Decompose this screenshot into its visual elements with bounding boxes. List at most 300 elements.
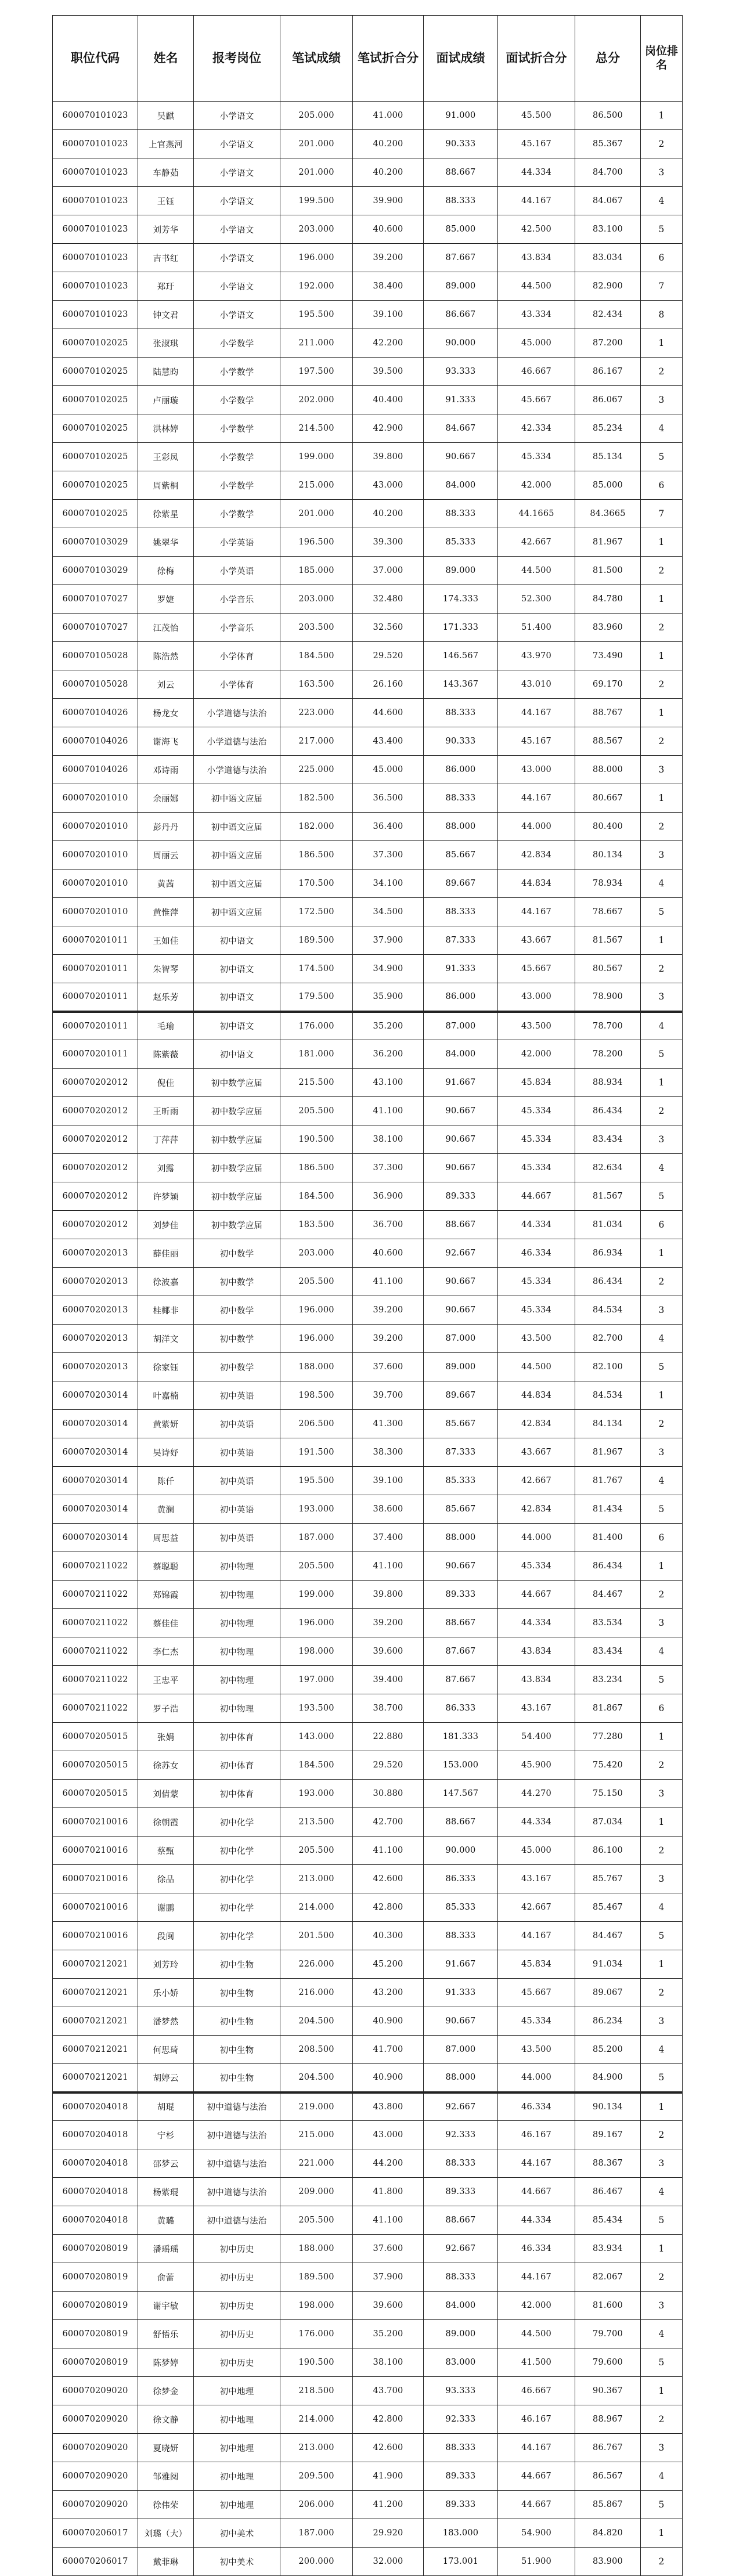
cell-interview-converted: 46.667 — [498, 2377, 575, 2405]
header-row — [53, 16, 683, 102]
cell-position-code: 600070211022 — [53, 1552, 138, 1581]
cell-interview-score: 91.333 — [424, 1979, 498, 2007]
cell-interview-converted: 44.500 — [498, 272, 575, 301]
table-row — [53, 1922, 683, 1950]
cell-total: 86.500 — [575, 102, 641, 130]
cell-total: 88.000 — [575, 756, 641, 784]
cell-position-code: 600070202013 — [53, 1268, 138, 1296]
cell-written-converted: 40.200 — [353, 500, 424, 528]
cell-total: 77.280 — [575, 1723, 641, 1751]
table-row — [53, 414, 683, 443]
table-row — [53, 2292, 683, 2320]
cell-position-code: 600070201011 — [53, 1040, 138, 1069]
cell-written-score: 200.000 — [280, 2548, 353, 2576]
cell-position: 初中道德与法治 — [194, 2092, 280, 2121]
cell-written-converted: 43.200 — [353, 1979, 424, 2007]
cell-rank: 2 — [641, 2548, 683, 2576]
cell-total: 83.100 — [575, 215, 641, 244]
cell-name: 赵乐芳 — [138, 983, 194, 1012]
cell-position-code: 600070102025 — [53, 414, 138, 443]
cell-name: 刘芳华 — [138, 215, 194, 244]
cell-total: 84.467 — [575, 1922, 641, 1950]
cell-position-code: 600070202013 — [53, 1239, 138, 1268]
cell-interview-converted: 43.970 — [498, 642, 575, 670]
cell-written-score: 195.500 — [280, 301, 353, 329]
cell-written-score: 190.500 — [280, 1125, 353, 1154]
cell-written-converted: 41.100 — [353, 1097, 424, 1125]
cell-position-code: 600070212021 — [53, 2036, 138, 2064]
cell-rank: 5 — [641, 1040, 683, 1069]
table-row — [53, 1666, 683, 1694]
cell-position-code: 600070104026 — [53, 699, 138, 727]
cell-position-code: 600070105028 — [53, 670, 138, 699]
cell-name: 王昕雨 — [138, 1097, 194, 1125]
cell-rank: 3 — [641, 1780, 683, 1808]
cell-interview-score: 91.333 — [424, 386, 498, 414]
cell-rank: 3 — [641, 841, 683, 870]
cell-interview-score: 90.000 — [424, 1837, 498, 1865]
cell-written-score: 199.500 — [280, 187, 353, 215]
cell-written-converted: 39.700 — [353, 1381, 424, 1410]
cell-interview-converted: 45.500 — [498, 102, 575, 130]
table-row — [53, 813, 683, 841]
cell-position: 初中道德与法治 — [194, 2149, 280, 2178]
cell-rank: 1 — [641, 2519, 683, 2548]
cell-position: 初中物理 — [194, 1694, 280, 1723]
cell-interview-score: 85.667 — [424, 841, 498, 870]
table-row — [53, 1012, 683, 1040]
table-row — [53, 727, 683, 756]
cell-position: 初中化学 — [194, 1922, 280, 1950]
cell-written-score: 203.000 — [280, 585, 353, 614]
cell-total: 78.700 — [575, 1012, 641, 1040]
table-row — [53, 1239, 683, 1268]
table-row — [53, 1296, 683, 1325]
cell-total: 83.934 — [575, 2235, 641, 2263]
cell-rank: 3 — [641, 1865, 683, 1893]
cell-name: 郑锦霞 — [138, 1581, 194, 1609]
cell-total: 90.134 — [575, 2092, 641, 2121]
cell-total: 83.234 — [575, 1666, 641, 1694]
cell-rank: 1 — [641, 926, 683, 955]
cell-interview-converted: 44.167 — [498, 898, 575, 926]
cell-interview-score: 89.333 — [424, 2178, 498, 2206]
cell-interview-score: 183.000 — [424, 2519, 498, 2548]
cell-written-converted: 41.200 — [353, 2491, 424, 2519]
cell-position-code: 600070101023 — [53, 244, 138, 272]
cell-written-converted: 39.100 — [353, 301, 424, 329]
cell-interview-score: 89.333 — [424, 1182, 498, 1211]
cell-position: 小学数学 — [194, 329, 280, 358]
cell-name: 钟文君 — [138, 301, 194, 329]
cell-interview-converted: 42.667 — [498, 1893, 575, 1922]
cell-written-converted: 40.600 — [353, 1239, 424, 1268]
table-row — [53, 1325, 683, 1353]
cell-interview-converted: 44.334 — [498, 1211, 575, 1239]
cell-position-code: 600070101023 — [53, 102, 138, 130]
cell-total: 81.500 — [575, 557, 641, 585]
cell-interview-converted: 45.000 — [498, 329, 575, 358]
cell-name: 李仁杰 — [138, 1637, 194, 1666]
cell-total: 84.534 — [575, 1296, 641, 1325]
cell-name: 王彩凤 — [138, 443, 194, 471]
cell-interview-score: 89.000 — [424, 2320, 498, 2348]
cell-written-score: 198.000 — [280, 2292, 353, 2320]
cell-position: 初中地理 — [194, 2491, 280, 2519]
cell-name: 吴诗妤 — [138, 1438, 194, 1467]
cell-written-score: 195.500 — [280, 1467, 353, 1495]
cell-total: 82.700 — [575, 1325, 641, 1353]
cell-interview-converted: 44.167 — [498, 2434, 575, 2462]
cell-total: 86.067 — [575, 386, 641, 414]
header-total: 总分 — [575, 16, 641, 102]
cell-position-code: 600070209020 — [53, 2462, 138, 2491]
cell-interview-score: 88.333 — [424, 898, 498, 926]
cell-interview-score: 86.333 — [424, 1694, 498, 1723]
cell-written-converted: 39.600 — [353, 2292, 424, 2320]
cell-written-score: 163.500 — [280, 670, 353, 699]
cell-interview-converted: 41.500 — [498, 2348, 575, 2377]
cell-total: 85.200 — [575, 2036, 641, 2064]
cell-interview-score: 90.667 — [424, 443, 498, 471]
cell-position-code: 600070202012 — [53, 1125, 138, 1154]
cell-position: 初中英语 — [194, 1467, 280, 1495]
cell-position: 小学语文 — [194, 102, 280, 130]
cell-interview-score: 86.667 — [424, 301, 498, 329]
cell-rank: 2 — [641, 1837, 683, 1865]
cell-position: 初中英语 — [194, 1495, 280, 1524]
cell-interview-converted: 43.167 — [498, 1865, 575, 1893]
cell-total: 85.134 — [575, 443, 641, 471]
cell-name: 谢宇敏 — [138, 2292, 194, 2320]
table-body — [53, 102, 683, 2576]
cell-position: 初中化学 — [194, 1893, 280, 1922]
cell-total: 85.467 — [575, 1893, 641, 1922]
cell-interview-score: 91.000 — [424, 102, 498, 130]
cell-total: 88.934 — [575, 1069, 641, 1097]
cell-total: 80.667 — [575, 784, 641, 813]
cell-position-code: 600070208019 — [53, 2320, 138, 2348]
cell-written-converted: 37.600 — [353, 2235, 424, 2263]
cell-interview-score: 88.667 — [424, 1609, 498, 1637]
cell-interview-converted: 45.834 — [498, 1950, 575, 1979]
cell-position: 初中语文 — [194, 1012, 280, 1040]
cell-position: 小学语文 — [194, 301, 280, 329]
cell-interview-converted: 44.667 — [498, 2462, 575, 2491]
cell-interview-score: 89.000 — [424, 1353, 498, 1381]
cell-position: 初中数学应届 — [194, 1097, 280, 1125]
cell-written-score: 185.000 — [280, 557, 353, 585]
cell-name: 潘瑶瑶 — [138, 2235, 194, 2263]
table-row — [53, 2007, 683, 2036]
cell-total: 80.400 — [575, 813, 641, 841]
cell-total: 88.367 — [575, 2149, 641, 2178]
cell-interview-converted: 45.334 — [498, 1097, 575, 1125]
cell-name: 杨紫琨 — [138, 2178, 194, 2206]
cell-position-code: 600070212021 — [53, 2064, 138, 2092]
cell-position: 初中道德与法治 — [194, 2206, 280, 2235]
cell-interview-converted: 43.667 — [498, 926, 575, 955]
cell-interview-converted: 44.167 — [498, 699, 575, 727]
cell-written-score: 188.000 — [280, 2235, 353, 2263]
cell-name: 徐伟荣 — [138, 2491, 194, 2519]
cell-total: 83.900 — [575, 2548, 641, 2576]
cell-interview-converted: 43.834 — [498, 244, 575, 272]
cell-written-converted: 29.520 — [353, 642, 424, 670]
cell-written-score: 215.500 — [280, 1069, 353, 1097]
table-row — [53, 1552, 683, 1581]
cell-interview-converted: 43.167 — [498, 1694, 575, 1723]
cell-position-code: 600070211022 — [53, 1694, 138, 1723]
cell-rank: 8 — [641, 301, 683, 329]
cell-written-converted: 45.000 — [353, 756, 424, 784]
cell-written-score: 213.000 — [280, 2434, 353, 2462]
cell-rank: 3 — [641, 1609, 683, 1637]
cell-rank: 1 — [641, 2377, 683, 2405]
cell-position: 小学语文 — [194, 244, 280, 272]
cell-written-score: 205.500 — [280, 1268, 353, 1296]
cell-interview-score: 92.667 — [424, 2235, 498, 2263]
cell-rank: 5 — [641, 215, 683, 244]
table-row — [53, 2178, 683, 2206]
cell-rank: 1 — [641, 642, 683, 670]
table-row — [53, 2235, 683, 2263]
cell-position: 初中历史 — [194, 2263, 280, 2292]
cell-position-code: 600070205015 — [53, 1751, 138, 1780]
cell-rank: 2 — [641, 1268, 683, 1296]
cell-position: 小学道德与法治 — [194, 727, 280, 756]
cell-interview-score: 93.333 — [424, 358, 498, 386]
cell-rank: 6 — [641, 244, 683, 272]
cell-rank: 4 — [641, 2320, 683, 2348]
cell-rank: 2 — [641, 2263, 683, 2292]
cell-interview-score: 85.333 — [424, 1893, 498, 1922]
cell-rank: 4 — [641, 187, 683, 215]
cell-rank: 1 — [641, 1552, 683, 1581]
cell-rank: 3 — [641, 1296, 683, 1325]
cell-name: 戴菲琳 — [138, 2548, 194, 2576]
cell-name: 邹雅阅 — [138, 2462, 194, 2491]
cell-interview-score: 84.000 — [424, 1040, 498, 1069]
cell-total: 81.967 — [575, 528, 641, 557]
cell-name: 刘云 — [138, 670, 194, 699]
table-row — [53, 1495, 683, 1524]
cell-position: 初中生物 — [194, 1979, 280, 2007]
cell-interview-converted: 44.334 — [498, 2206, 575, 2235]
cell-written-converted: 39.200 — [353, 1609, 424, 1637]
cell-position-code: 600070104026 — [53, 756, 138, 784]
cell-interview-score: 89.333 — [424, 1581, 498, 1609]
cell-rank: 2 — [641, 557, 683, 585]
cell-written-converted: 32.560 — [353, 614, 424, 642]
cell-name: 蔡甄 — [138, 1837, 194, 1865]
cell-position: 初中体育 — [194, 1723, 280, 1751]
cell-written-converted: 42.900 — [353, 414, 424, 443]
cell-interview-converted: 44.334 — [498, 1808, 575, 1837]
table-row — [53, 386, 683, 414]
cell-position: 初中数学 — [194, 1325, 280, 1353]
cell-position-code: 600070203014 — [53, 1495, 138, 1524]
cell-total: 87.034 — [575, 1808, 641, 1837]
cell-rank: 5 — [641, 443, 683, 471]
cell-written-score: 211.000 — [280, 329, 353, 358]
cell-interview-converted: 45.334 — [498, 443, 575, 471]
table-row — [53, 1979, 683, 2007]
cell-total: 85.867 — [575, 2491, 641, 2519]
cell-written-score: 219.000 — [280, 2092, 353, 2121]
cell-written-score: 206.000 — [280, 2491, 353, 2519]
cell-position: 小学语文 — [194, 130, 280, 158]
cell-interview-score: 88.667 — [424, 158, 498, 187]
cell-interview-converted: 45.167 — [498, 727, 575, 756]
cell-interview-score: 89.000 — [424, 557, 498, 585]
cell-position: 初中物理 — [194, 1666, 280, 1694]
cell-interview-score: 88.000 — [424, 813, 498, 841]
cell-interview-converted: 44.667 — [498, 2491, 575, 2519]
cell-position: 小学语文 — [194, 272, 280, 301]
cell-total: 82.434 — [575, 301, 641, 329]
cell-written-converted: 38.400 — [353, 272, 424, 301]
cell-total: 79.700 — [575, 2320, 641, 2348]
cell-written-converted: 37.000 — [353, 557, 424, 585]
cell-written-score: 202.000 — [280, 386, 353, 414]
cell-total: 78.200 — [575, 1040, 641, 1069]
cell-interview-converted: 44.667 — [498, 2178, 575, 2206]
cell-name: 许梦颖 — [138, 1182, 194, 1211]
cell-total: 78.900 — [575, 983, 641, 1012]
cell-position: 小学音乐 — [194, 614, 280, 642]
cell-total: 88.567 — [575, 727, 641, 756]
cell-written-score: 226.000 — [280, 1950, 353, 1979]
cell-total: 85.234 — [575, 414, 641, 443]
header-position: 报考岗位 — [194, 16, 280, 102]
table-row — [53, 585, 683, 614]
cell-rank: 1 — [641, 2235, 683, 2263]
cell-position-code: 600070202013 — [53, 1325, 138, 1353]
cell-rank: 4 — [641, 1637, 683, 1666]
cell-name: 刘梦佳 — [138, 1211, 194, 1239]
cell-written-converted: 40.300 — [353, 1922, 424, 1950]
cell-name: 桂椰非 — [138, 1296, 194, 1325]
cell-name: 黄惟萍 — [138, 898, 194, 926]
cell-position-code: 600070204018 — [53, 2149, 138, 2178]
cell-name: 王忠平 — [138, 1666, 194, 1694]
cell-rank: 1 — [641, 1950, 683, 1979]
cell-position-code: 600070201011 — [53, 926, 138, 955]
cell-rank: 1 — [641, 1808, 683, 1837]
cell-position-code: 600070201010 — [53, 841, 138, 870]
cell-written-score: 196.000 — [280, 1296, 353, 1325]
cell-interview-converted: 42.834 — [498, 1495, 575, 1524]
cell-name: 黄茜 — [138, 870, 194, 898]
cell-position: 小学语文 — [194, 187, 280, 215]
cell-written-converted: 29.520 — [353, 1751, 424, 1780]
cell-position-code: 600070201011 — [53, 955, 138, 983]
cell-total: 86.567 — [575, 2462, 641, 2491]
cell-rank: 2 — [641, 614, 683, 642]
cell-written-converted: 39.200 — [353, 1325, 424, 1353]
cell-position: 初中美术 — [194, 2548, 280, 2576]
cell-written-score: 203.000 — [280, 1239, 353, 1268]
cell-interview-score: 89.667 — [424, 870, 498, 898]
cell-rank: 1 — [641, 102, 683, 130]
cell-interview-converted: 51.900 — [498, 2548, 575, 2576]
cell-position: 初中语文 — [194, 1040, 280, 1069]
cell-written-converted: 43.400 — [353, 727, 424, 756]
cell-position-code: 600070202013 — [53, 1296, 138, 1325]
cell-rank: 6 — [641, 471, 683, 500]
cell-position: 初中历史 — [194, 2292, 280, 2320]
table-row — [53, 756, 683, 784]
cell-position: 初中历史 — [194, 2320, 280, 2348]
cell-written-converted: 40.200 — [353, 158, 424, 187]
cell-interview-score: 90.000 — [424, 329, 498, 358]
cell-name: 徐品 — [138, 1865, 194, 1893]
cell-name: 丁萍萍 — [138, 1125, 194, 1154]
cell-position-code: 600070201010 — [53, 813, 138, 841]
cell-written-score: 182.000 — [280, 813, 353, 841]
cell-position-code: 600070212021 — [53, 1979, 138, 2007]
cell-name: 谢海飞 — [138, 727, 194, 756]
cell-written-converted: 34.100 — [353, 870, 424, 898]
cell-interview-score: 174.333 — [424, 585, 498, 614]
cell-name: 毛瑜 — [138, 1012, 194, 1040]
table-row — [53, 471, 683, 500]
cell-position: 初中语文 — [194, 983, 280, 1012]
cell-written-score: 203.500 — [280, 614, 353, 642]
cell-interview-converted: 44.167 — [498, 2149, 575, 2178]
cell-written-score: 214.000 — [280, 2405, 353, 2434]
cell-interview-converted: 44.167 — [498, 187, 575, 215]
cell-rank: 4 — [641, 1467, 683, 1495]
cell-position-code: 600070209020 — [53, 2434, 138, 2462]
cell-written-converted: 39.300 — [353, 528, 424, 557]
cell-written-converted: 41.100 — [353, 1268, 424, 1296]
cell-written-score: 184.500 — [280, 1751, 353, 1780]
cell-name: 刘露 — [138, 1154, 194, 1182]
cell-rank: 4 — [641, 1154, 683, 1182]
table-row — [53, 1780, 683, 1808]
cell-name: 徐家钰 — [138, 1353, 194, 1381]
cell-name: 周丽云 — [138, 841, 194, 870]
table-row — [53, 1467, 683, 1495]
table-row — [53, 870, 683, 898]
cell-written-converted: 29.920 — [353, 2519, 424, 2548]
cell-written-converted: 41.900 — [353, 2462, 424, 2491]
table-row — [53, 1154, 683, 1182]
cell-interview-converted: 44.500 — [498, 2320, 575, 2348]
cell-total: 84.134 — [575, 1410, 641, 1438]
cell-interview-score: 84.000 — [424, 471, 498, 500]
cell-written-score: 179.500 — [280, 983, 353, 1012]
cell-position: 初中历史 — [194, 2235, 280, 2263]
cell-interview-converted: 42.000 — [498, 471, 575, 500]
cell-position: 小学数学 — [194, 500, 280, 528]
table-row — [53, 244, 683, 272]
table-row — [53, 1438, 683, 1467]
cell-total: 81.434 — [575, 1495, 641, 1524]
cell-name: 蔡佳佳 — [138, 1609, 194, 1637]
cell-position-code: 600070210016 — [53, 1865, 138, 1893]
cell-name: 胡琨 — [138, 2092, 194, 2121]
cell-total: 86.100 — [575, 1837, 641, 1865]
table-row — [53, 1581, 683, 1609]
table-row — [53, 528, 683, 557]
cell-total: 79.600 — [575, 2348, 641, 2377]
cell-total: 90.367 — [575, 2377, 641, 2405]
cell-name: 胡洋文 — [138, 1325, 194, 1353]
cell-position: 初中语文应届 — [194, 813, 280, 841]
